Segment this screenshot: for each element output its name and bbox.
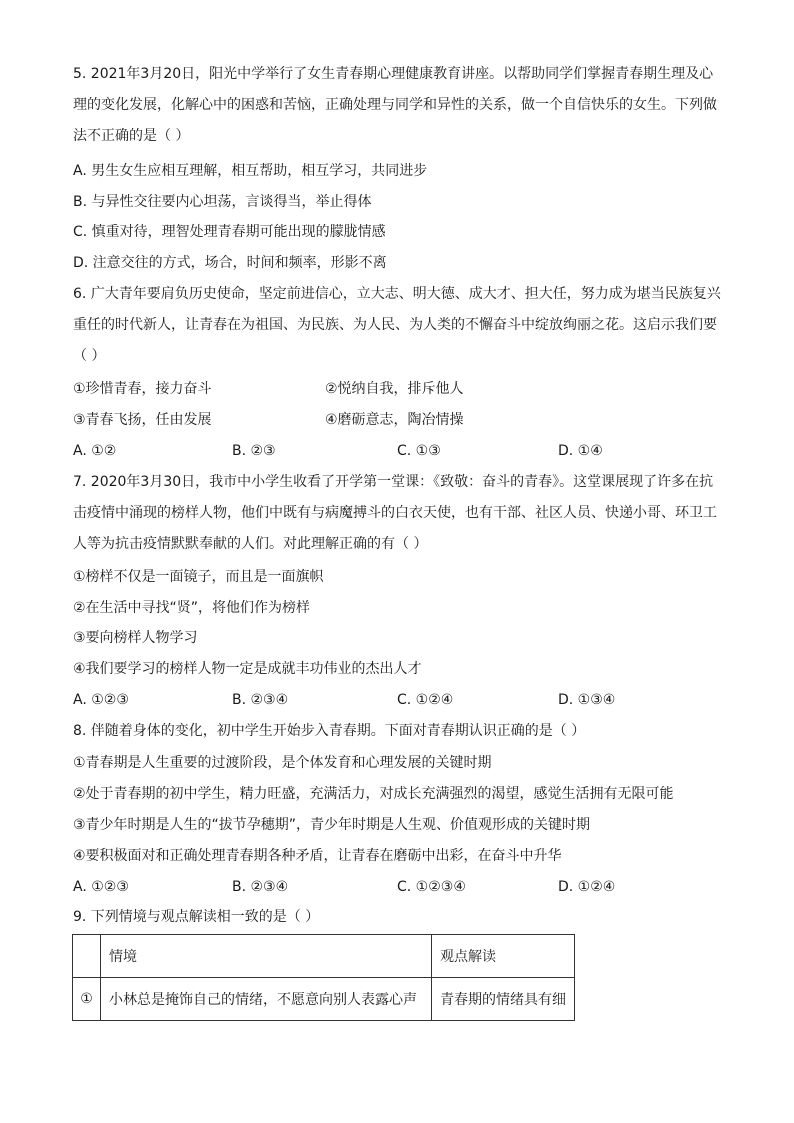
question-5-option-a: A. 男生女生应相互理解，相互帮助，相互学习，共同进步 (73, 163, 428, 179)
question-7-stem: 7. 2020年3月30日，我市中小学生收看了开学第一堂课：《致敬：奋斗的青春》。这堂课展现了许多在抗击疫情中涌现的榜样人物，他们中既有与病魔搏斗的白衣天使，也有干部、社区人员、快递小哥、环卫工人等为抗击疫情默默奉献的人们。对此理解正确的有（ ） (73, 474, 717, 552)
question-7-option-c: C. ①②④ (397, 692, 454, 708)
question-7-option-a: A. ①②③ (73, 692, 129, 708)
table-cell-index: ① (73, 978, 101, 1021)
question-8-statement-2: ②处于青春期的初中学生，精力旺盛，充满活力，对成长充满强烈的渴望，感觉生活拥有无限可能 (73, 786, 674, 802)
question-7-statement-4: ④我们要学习的榜样人物一定是成就丰功伟业的杰出人才 (73, 661, 422, 677)
question-6-option-c: C. ①③ (397, 443, 441, 459)
question-7-option-d: D. ①③④ (558, 692, 616, 708)
question-8-option-c: C. ①②③④ (397, 879, 466, 895)
table-cell-interpretation: 青春期的情绪具有细 (432, 978, 575, 1021)
question-5-option-c: C. 慎重对待，理智处理青春期可能出现的朦胧情感 (73, 224, 386, 240)
question-5-stem: 5. 2021年3月20日，阳光中学举行了女生青春期心理健康教育讲座。以帮助同学们掌握青春期生理及心理的变化发展，化解心中的困惑和苦恼，正确处理与同学和异性的关系，做一个自信快乐的女生。下列做法不正确的是（ ） (73, 66, 717, 144)
question-9-stem: 9. 下列情境与观点解读相一致的是（ ） (73, 909, 320, 925)
question-6-statement-3: ③青春飞扬，任由发展 (73, 412, 212, 428)
question-8-option-b: B. ②③④ (232, 879, 289, 895)
question-6-option-a: A. ①② (73, 443, 117, 459)
question-6-statements-row-2 (73, 410, 723, 430)
table-header-index (73, 935, 101, 978)
table-cell-scenario: 小林总是掩饰自己的情绪，不愿意向别人表露心声 (101, 978, 432, 1021)
question-6-stem: 6. 广大青年要肩负历史使命，坚定前进信心，立大志、明大德、成大才、担大任，努力成为堪当民族复兴重任的时代新人，让青春在为祖国、为民族、为人民、为人类的不懈奋斗中绽放绚丽之花。这启示我们要（ ） (73, 286, 721, 364)
question-5-option-d: D. 注意交往的方式，场合，时间和频率，形影不离 (73, 255, 387, 271)
question-8-option-d: D. ①②④ (558, 879, 616, 895)
question-7-statement-3: ③要向榜样人物学习 (73, 630, 198, 646)
question-9-table (72, 934, 575, 1021)
question-7-statement-1: ①榜样不仅是一面镜子，而且是一面旗帜 (73, 569, 324, 585)
question-8-options (73, 877, 723, 897)
question-5-option-b: B. 与异性交往要内心坦荡，言谈得当，举止得体 (73, 194, 372, 210)
question-7-options (73, 690, 723, 710)
question-6-statement-4: ④磨砺意志，陶冶情操 (325, 412, 464, 428)
question-8-statement-3: ③青少年时期是人生的“拔节孕穗期”，青少年时期是人生观、价值观形成的关键时期 (73, 817, 591, 833)
question-6-statement-2: ②悦纳自我，排斥他人 (325, 381, 464, 397)
table-header-interpretation: 观点解读 (432, 935, 575, 978)
question-6-option-d: D. ①④ (558, 443, 603, 459)
question-8-statement-4: ④要积极面对和正确处理青春期各种矛盾，让青春在磨砺中出彩，在奋斗中升华 (73, 848, 562, 864)
question-6-statement-1: ①珍惜青春，接力奋斗 (73, 381, 212, 397)
question-8-stem: 8. 伴随着身体的变化，初中学生开始步入青春期。下面对青春期认识正确的是（ ） (73, 723, 586, 739)
question-7-statement-2: ②在生活中寻找“贤”，将他们作为榜样 (73, 600, 311, 616)
table-row (73, 978, 575, 1021)
table-header-scenario: 情境 (101, 935, 432, 978)
question-6-options (73, 441, 723, 461)
question-6-option-b: B. ②③ (232, 443, 276, 459)
question-8-option-a: A. ①②③ (73, 879, 129, 895)
question-7-option-b: B. ②③④ (232, 692, 289, 708)
question-6-statements-row-1 (73, 379, 723, 399)
question-8-statement-1: ①青春期是人生重要的过渡阶段，是个体发育和心理发展的关键时期 (73, 755, 492, 771)
table-header-row (73, 935, 575, 978)
